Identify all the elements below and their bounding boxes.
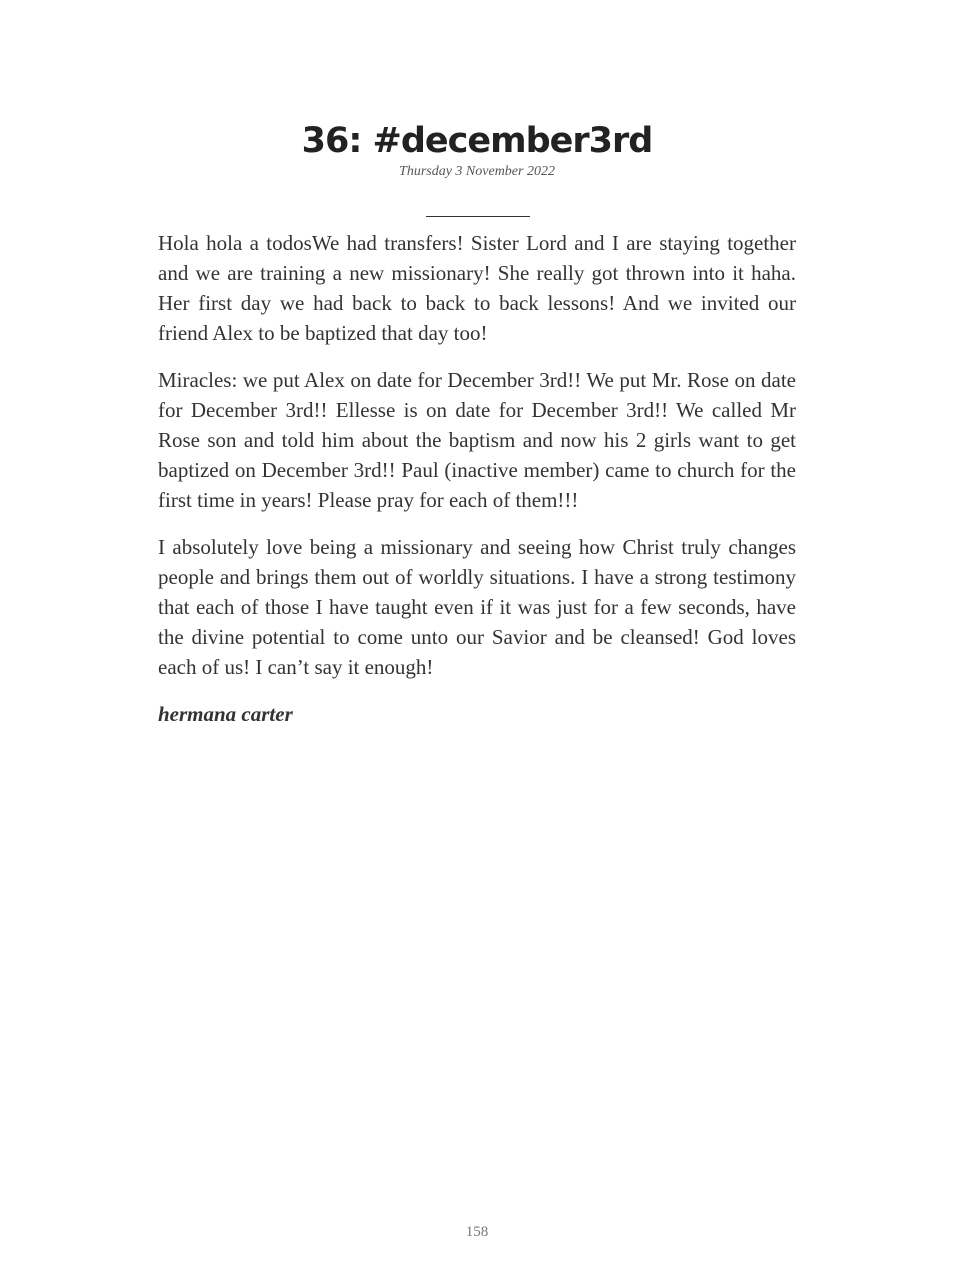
paragraph-2: Miracles: we put Alex on date for December 3rd!! We put Mr. Rose on date for December 3rd!! Ellesse is on date for December 3rd!! We called Mr Rose son and told him about the baptism and now his 2 girls want to get baptized on December 3rd!! Paul (inactive member) came to church for the first time in years! Please pray for each of them!!! xyxy=(158,368,796,512)
page-number: 158 xyxy=(465,1224,489,1240)
paragraph-1: Hola hola a todosWe had transfers! Sister Lord and I are staying together and we are training a new missionary! She really got thrown into it haha. Her first day we had back to back to back lessons! And we invited our friend Alex to be baptized that day too! xyxy=(158,231,796,345)
entry-date: Thursday 3 November 2022 xyxy=(399,164,555,179)
title-divider xyxy=(426,216,530,217)
entry-body xyxy=(158,228,796,746)
paragraph-3: I absolutely love being a missionary and seeing how Christ truly changes people and brings them out of worldly situations. I have a strong testimony that each of those I have taught even if it was just for a few seconds, have the divine potential to come unto our Savior and be cleansed! God loves each of us! I can’t say it enough! xyxy=(158,535,796,679)
entry-title: 36: #december3rd xyxy=(301,121,653,161)
signature: hermana carter xyxy=(158,702,293,726)
